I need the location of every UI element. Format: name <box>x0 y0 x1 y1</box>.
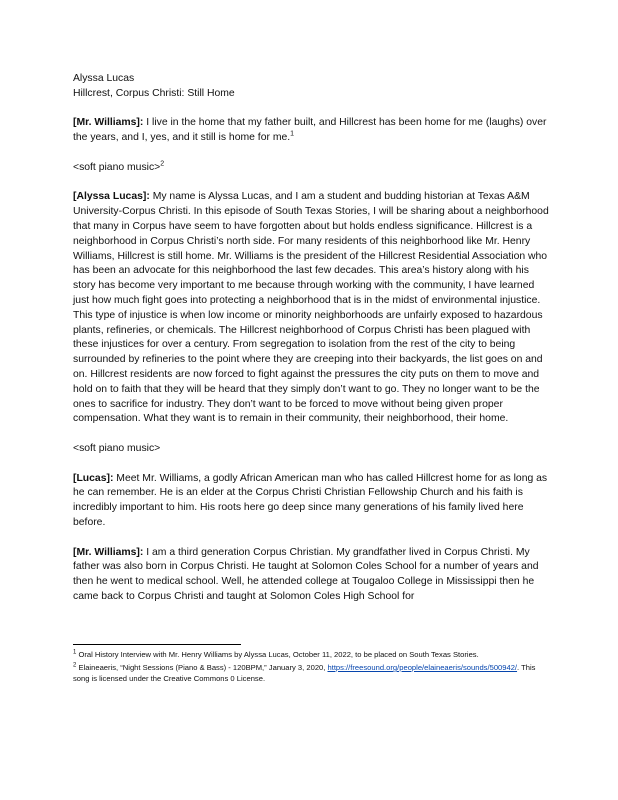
footnote-text: . This song is licensed under the Creative Commons 0 License. <box>73 663 536 683</box>
paragraph-text: I am a third generation Corpus Christian. My grandfather lived in Corpus Christi. My father was also born in Corpus Christi. He taught at Solomon Coles School for a number of years and then he went to medical school. Well, he attended college at Tougaloo College in Mississippi then he came back to Corpus Christi and taught at Solomon Coles High School for <box>73 546 539 602</box>
document-body <box>73 72 551 605</box>
speaker-label: [Mr. Williams]: <box>73 546 144 558</box>
footnotes <box>73 649 551 686</box>
paragraph-williams-family <box>73 546 551 605</box>
footnote-text: Elaineaeris, “Night Sessions (Piano & Bass) - 120BPM,” January 3, 2020, <box>76 663 328 672</box>
document-title: Hillcrest, Corpus Christi: Still Home <box>73 87 235 99</box>
footnote-divider <box>73 644 241 645</box>
paragraph-text: Meet Mr. Williams, a godly African American man who has called Hillcrest home for as long as he can remember. He is an elder at the Corpus Christi Christian Fellowship Church and his faith is incredibly important to him. His roots here go deep since many generations of his family lived here before. <box>73 472 548 528</box>
footnote-1 <box>73 649 551 660</box>
music-cue <box>73 442 551 457</box>
speaker-label: [Alyssa Lucas]: <box>73 191 150 203</box>
speaker-label: [Mr. Williams]: <box>73 117 144 129</box>
footnote-ref[interactable]: 1 <box>290 130 295 138</box>
paragraph-lucas-intro <box>73 190 551 427</box>
footnote-number: 1 <box>73 649 77 656</box>
footnote-ref[interactable]: 2 <box>160 160 165 168</box>
footnote-number: 2 <box>73 662 77 669</box>
music-cue <box>73 161 551 176</box>
author-name: Alyssa Lucas <box>73 73 135 84</box>
speaker-label: [Lucas]: <box>73 472 114 484</box>
paragraph-williams-intro <box>73 116 551 146</box>
footnote-text: Oral History Interview with Mr. Henry Williams by Alyssa Lucas, October 11, 2022, to be placed on South Texas Stories. <box>76 650 479 659</box>
paragraph-text: My name is Alyssa Lucas, and I am a student and budding historian at Texas A&M University-Corpus Christi. In this episode of South Texas Stories, I will be sharing about a neighborhood that many in Corpus have seem to have forgotten about but holds endless significance. Hillcrest is a neighborhood in Corpus Christi’s north side. For many residents of this neighborhood like Mr. Henry Williams, Hillcrest is still home. Mr. Williams is the president of the Hillcrest Residential Association who has been an advocate for this neighborhood the last few decades. This area’s history along with his story has become very important to me because through working with the community, I have learned just how much fight goes into protecting a neighborhood that is in the midst of environmental injustice. This type of injustice is when low income or minority neighborhoods are unfairly exposed to hazardous plants, refineries, or chemicals. The Hillcrest neighborhood of Corpus Christi has been plagued with these injustices for over a century. From segregation to isolation from the rest of the city to being surrounded by refineries to the point where they are creeping into their backyards, the list goes on and on. Hillcrest residents are now forced to fight against the pressures the city puts on them to move and hold on to faith that they will be heard that they simply don’t want to go. They no longer want to be the ones to sacrifice for industry. They don’t want to be forced to move without being given proper compensation. What they want is to remain in their community, their neighborhood, their home. <box>73 191 549 425</box>
music-cue-text: <soft piano music> <box>73 161 161 173</box>
music-cue-text: <soft piano music> <box>73 442 161 454</box>
paragraph-lucas-meet <box>73 472 551 531</box>
paragraph-text: I live in the home that my father built, and Hillcrest has been home for me (laughs) over the years, and I, yes, and it still is home for me. <box>73 117 547 144</box>
footnote-2 <box>73 662 551 684</box>
footnote-link[interactable]: https://freesound.org/people/elaineaeris/sounds/500942/ <box>327 663 518 672</box>
